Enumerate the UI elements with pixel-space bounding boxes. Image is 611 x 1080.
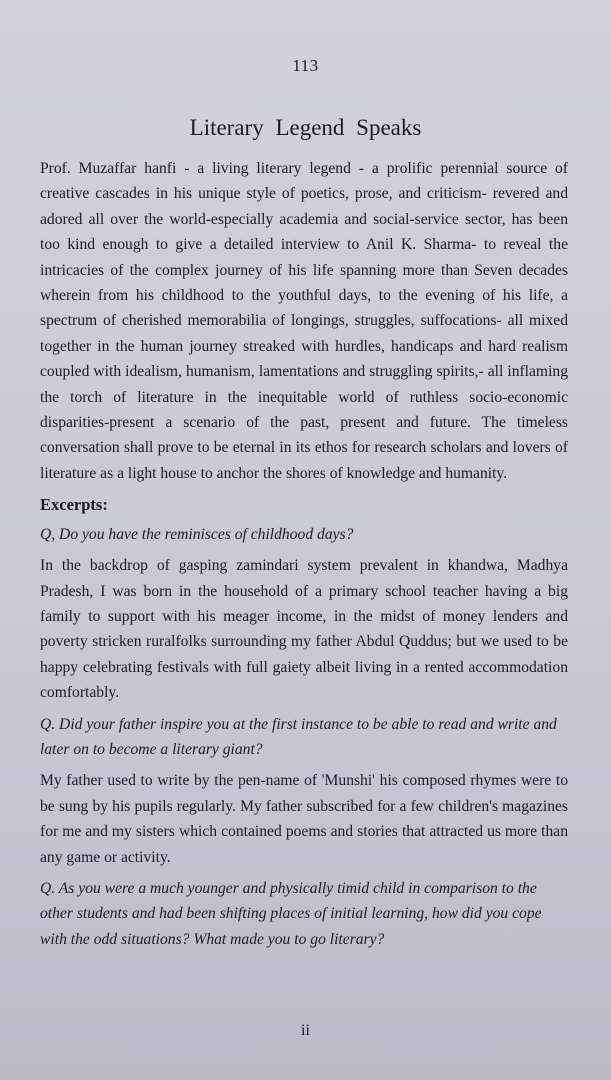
answer-2: My father used to write by the pen-name of 'Munshi' his composed rhymes were to be sung by his pupils regularly. My father subscribed for a few children's magazines for me and my sisters which contained poems and stories that attracted us more than any game or activity. [40, 772, 568, 866]
answer-1: In the backdrop of gasping zamindari system prevalent in khandwa, Madhya Pradesh, I was born in the household of a primary school teacher having a big family to support with his meager income, in the midst of money lenders and poverty stricken ruralfolks surrounding my father Abdul Quddus; but we used to be happy celebrating festivals with full gaiety albeit living in a rented accommodation comfortably. [40, 557, 568, 702]
page-number: 113 [292, 56, 319, 75]
article-body [40, 156, 568, 958]
excerpts-heading: Excerpts: [40, 495, 108, 515]
question-3: Q. As you were a much younger and physically timid child in comparison to the other students and had been shifting places of initial learning, how did you cope with the odd situations? What made you to go literary? [40, 879, 542, 948]
intro-paragraph: Prof. Muzaffar hanfi - a living literary legend - a prolific perennial source of creative cascades in his unique style of poetics, prose, and criticism- revered and adored all over the world-especially academia and social-service sector, has been too kind enough to give a detailed interview to Anil K. Sharma- to reveal the intricacies of the complex journey of his life spanning more than Seven decades wherein from his childhood to the youthful days, to the evening of his life, a spectrum of cherished memorabilia of longings, struggles, suffocations- all mixed together in the human journey streaked with hurdles, handicaps and hard realism coupled with idealism, humanism, lamentations and struggling spirits,- all inflaming the torch of literature in the inequitable world of ruthless socio-economic disparities-present a scenario of the past, present and future. The timeless conversation shall prove to be eternal in its ethos for research scholars and lovers of literature as a light house to anchor the shores of knowledge and humanity. [40, 160, 568, 482]
footer-page-number: ii [301, 1022, 310, 1039]
article-title: Literary Legend Speaks [189, 115, 422, 140]
question-2: Q. Did your father inspire you at the first instance to be able to read and write and later on to become a literary giant? [40, 715, 557, 758]
question-1: Q, Do you have the reminisces of childhood days? [40, 525, 354, 543]
